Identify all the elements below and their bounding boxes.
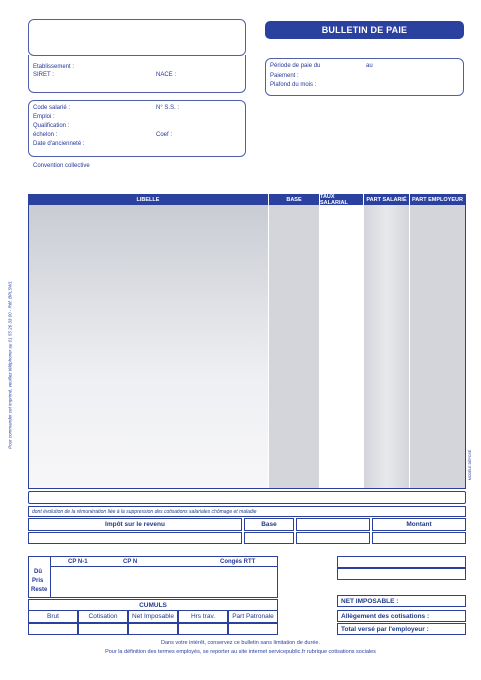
- reduction-note-text: dont évolution de la rémunération liée à la suppression des cotisations salariales chômage et maladie: [32, 508, 257, 515]
- allegement-label: Allègement des cotisations :: [341, 612, 430, 620]
- periode-label: Période de paie du: [270, 63, 321, 69]
- cumuls-title: [28, 599, 278, 610]
- cumuls-hrs-trav-label: Hrs trav.: [190, 613, 216, 620]
- net-imposable-label: NET IMPOSABLE :: [341, 597, 399, 605]
- cumuls-col-brut: [28, 610, 78, 623]
- taux-salarial-column[interactable]: [320, 205, 363, 488]
- cumuls-net-imposable-label: Net Imposable: [132, 613, 174, 620]
- cumuls-value-part-patronale[interactable]: [228, 623, 278, 635]
- net-a-payer-box[interactable]: [337, 556, 466, 568]
- base-column[interactable]: [269, 205, 319, 488]
- reste-label: Reste: [31, 587, 48, 593]
- nace-label: NACE :: [156, 72, 177, 78]
- reduction-note: [28, 506, 466, 517]
- date-anciennete-label: Date d'ancienneté :: [33, 141, 85, 147]
- summary-row[interactable]: [28, 491, 466, 504]
- cumuls-value-hrs-trav[interactable]: [178, 623, 228, 635]
- libelle-column[interactable]: [28, 205, 268, 488]
- numero-ss-label: N° S.S. :: [156, 105, 180, 111]
- part-salarie-column[interactable]: [364, 205, 409, 488]
- tax-montant-label: Montant: [406, 521, 432, 528]
- table-border-left: [28, 194, 29, 489]
- impot-label: Impôt sur le revenu: [105, 521, 165, 528]
- cumuls-col-net-imposable: [128, 610, 178, 623]
- footer-line-1: Dans votre intérêt, conservez ce bulletin sans limitation de durée.: [161, 640, 320, 646]
- cp-n1-label: CP N-1: [68, 559, 88, 565]
- part-employeur-column[interactable]: [410, 205, 465, 488]
- impot-label-cell: [28, 518, 242, 531]
- tax-montant-label-cell: [372, 518, 466, 531]
- code-salarie-label: Code salarié :: [33, 105, 71, 111]
- employer-info-box: [28, 55, 246, 93]
- etablissement-label: Etablissement :: [33, 64, 75, 70]
- model-side-note-text: MODÈLE DÉPOSÉ: [468, 449, 472, 481]
- cumuls-value-cotisation[interactable]: [78, 623, 128, 635]
- pris-label: Pris: [32, 578, 44, 584]
- tax-libelle-value[interactable]: [28, 532, 242, 544]
- model-side-note: [466, 440, 474, 490]
- header-part-salarie: PART SALARIÉ: [364, 194, 409, 205]
- au-label: au: [366, 63, 373, 69]
- siret-label: SIRET :: [33, 72, 54, 78]
- order-side-note-text: Pour commander cet imprimé, veuillez téléphoner au 01 55 26 33 00 - Réf. BPL5W1: [7, 281, 13, 449]
- document-title: BULLETIN DE PAIE: [265, 21, 464, 39]
- order-side-note: [4, 240, 16, 490]
- plafond-label: Plafond du mois :: [270, 82, 317, 88]
- cumuls-brut-label: Brut: [47, 613, 59, 620]
- cumuls-value-net-imposable[interactable]: [128, 623, 178, 635]
- cumuls-title-text: CUMULS: [139, 601, 167, 609]
- tax-base-label-cell: [244, 518, 294, 531]
- coef-label: Coef :: [156, 132, 173, 138]
- allegement-row: [337, 610, 466, 622]
- cumuls-value-brut[interactable]: [28, 623, 78, 635]
- tax-taux-cell[interactable]: [296, 518, 370, 531]
- tax-base-label: Base: [261, 521, 277, 528]
- employer-name-box[interactable]: [28, 19, 246, 56]
- qualification-label: Qualification :: [33, 123, 70, 129]
- net-imposable-row: [337, 595, 466, 607]
- emploi-label: Emploi :: [33, 114, 55, 120]
- total-employeur-row: [337, 623, 466, 635]
- cumuls-col-hrs-trav: [178, 610, 228, 623]
- net-a-payer-box-2[interactable]: [337, 568, 466, 580]
- table-border-bottom: [28, 488, 466, 489]
- cumuls-part-patronale-label: Part Patronale: [232, 613, 274, 620]
- conges-header-line: [50, 566, 278, 567]
- du-label: Dû: [34, 569, 42, 575]
- conges-label-col-line: [50, 556, 51, 598]
- cumuls-col-cotisation: [78, 610, 128, 623]
- tax-montant-value[interactable]: [372, 532, 466, 544]
- echelon-label: échelon :: [33, 132, 58, 138]
- footer-line-2: Pour la définition des termes employés, se reporter au site internet servicepublic.fr rubrique cotisations sociales: [105, 649, 376, 655]
- header-base: BASE: [269, 194, 319, 205]
- header-libelle: LIBELLE: [28, 194, 268, 205]
- conges-rtt-label: Congés RTT: [220, 559, 256, 565]
- cumuls-col-part-patronale: [228, 610, 278, 623]
- cp-n-label: CP N: [123, 559, 138, 565]
- tax-taux-value[interactable]: [296, 532, 370, 544]
- tax-base-value[interactable]: [244, 532, 294, 544]
- paiement-label: Paiement :: [270, 73, 299, 79]
- header-part-employeur: PART EMPLOYEUR: [410, 194, 465, 205]
- header-taux-salarial: TAUX SALARIAL: [320, 194, 363, 205]
- convention-label: Convention collective: [33, 163, 90, 169]
- total-employeur-label: Total versé par l'employeur :: [341, 625, 429, 633]
- cumuls-cotisation-label: Cotisation: [88, 613, 118, 620]
